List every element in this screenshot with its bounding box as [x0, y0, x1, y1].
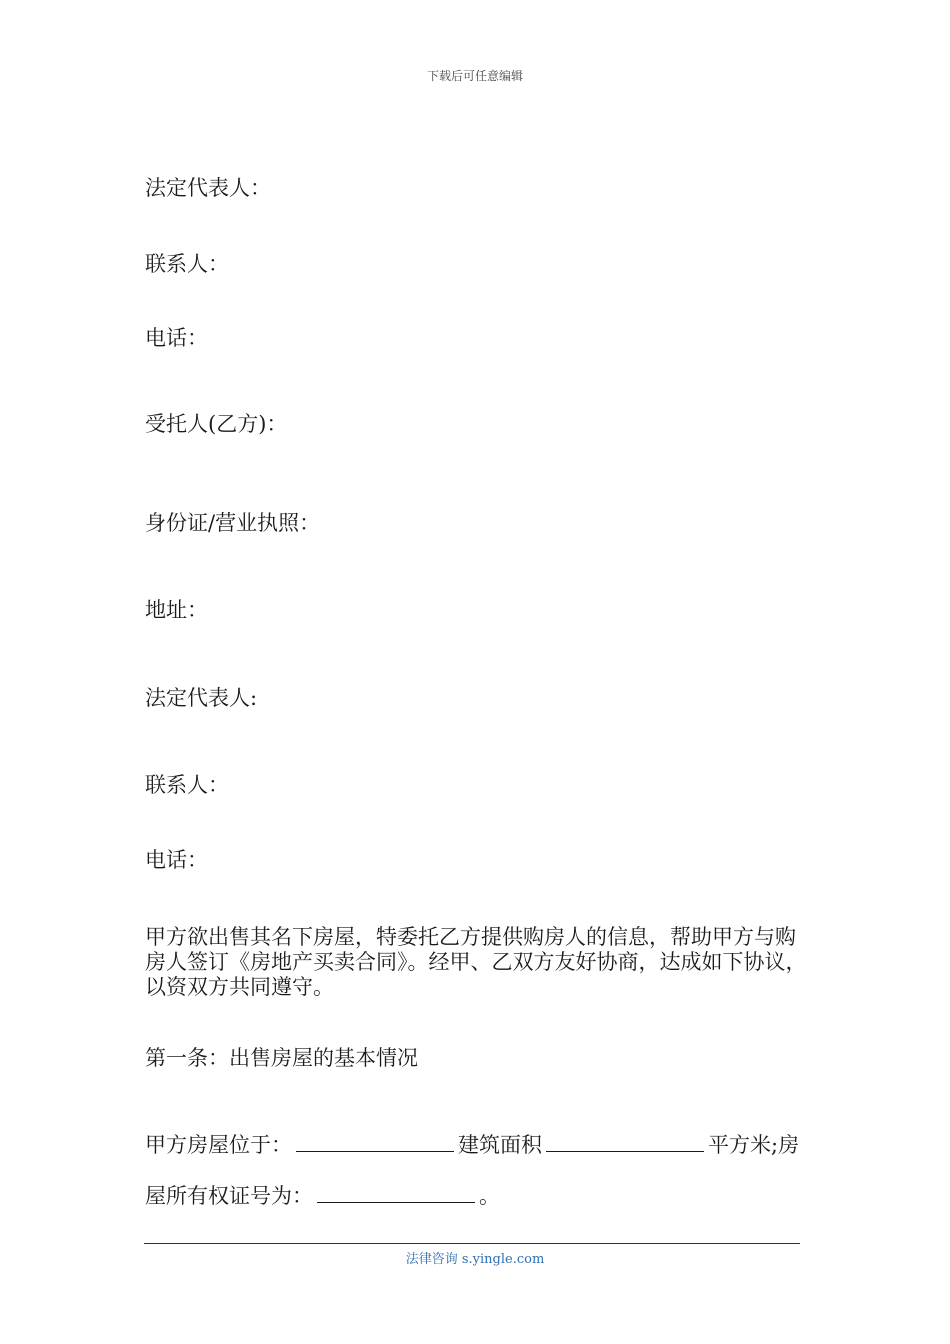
- field-contact-b: 联系人：: [145, 773, 229, 797]
- field-trustee-b: 受托人(乙方)：: [145, 412, 288, 436]
- field-address: 地址：: [145, 598, 208, 622]
- area-label: 建筑面积: [458, 1133, 542, 1157]
- footer-divider: [144, 1243, 800, 1244]
- field-contact-a: 联系人：: [145, 252, 229, 276]
- field-legal-rep-b: 法定代表人:: [145, 686, 258, 710]
- field-phone-a: 电话：: [145, 326, 208, 350]
- footer-link[interactable]: 法律咨询 s.yingle.com: [405, 1252, 545, 1267]
- article-1-title: 第一条：出售房屋的基本情况: [145, 1046, 418, 1070]
- area-unit: 平方米;房: [708, 1133, 800, 1157]
- field-id-license: 身份证/营业执照：: [145, 511, 321, 535]
- certificate-blank: [317, 1184, 475, 1203]
- area-blank: [546, 1133, 704, 1152]
- certificate-line: [145, 1184, 500, 1209]
- field-phone-b: 电话：: [145, 848, 208, 872]
- intro-paragraph: 甲方欲出售其名下房屋，特委托乙方提供购房人的信息，帮助甲方与购房人签订《房地产买卖合同》。经甲、乙双方友好协商，达成如下协议，以资双方共同遵守。: [145, 925, 807, 999]
- page-header-note: 下载后可任意编辑: [426, 69, 523, 83]
- house-location-line: [145, 1133, 799, 1158]
- location-blank: [296, 1133, 454, 1152]
- location-label: 甲方房屋位于：: [145, 1133, 292, 1157]
- certificate-label: 屋所有权证号为：: [145, 1184, 313, 1208]
- certificate-end: 。: [479, 1184, 500, 1208]
- field-legal-rep-a: 法定代表人：: [145, 176, 271, 200]
